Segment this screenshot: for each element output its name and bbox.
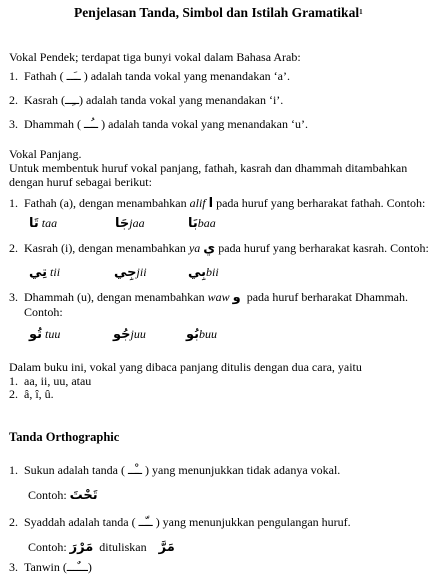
dhammah-mark: ــُــ: [84, 117, 99, 131]
item-number: 2.: [9, 241, 18, 255]
example-jaa: [115, 216, 145, 231]
vowel-name: Kasrah: [24, 93, 58, 107]
arabic-example: بُو: [186, 327, 200, 342]
transliteration: bii: [206, 265, 219, 279]
item-text-pre: Syaddah adalah tanda (: [24, 515, 136, 529]
item-text-pre: Sukun adalah tanda (: [24, 463, 125, 477]
letter-name: waw: [207, 290, 230, 304]
buku-item-1: [9, 374, 91, 388]
vokal-panjang-item-1: [9, 196, 425, 211]
vokal-pendek-item-1: 1. Fathah ( ــَــ ) adalah tanda vokal yang menandakan ‘a’.: [9, 69, 290, 83]
item-text-pre: Kasrah (i), dengan menambahkan: [24, 241, 186, 255]
item-number: 3.: [9, 560, 18, 574]
letter-name: ya: [188, 241, 201, 255]
item-text-pre: Fathah (a), dengan menambahkan: [24, 196, 187, 210]
item-number: 2.: [9, 93, 18, 107]
arabic-example: تَا: [29, 216, 39, 231]
example-tii: [29, 265, 60, 280]
buku-intro: Dalam buku ini, vokal yang dibaca panjang ditulis dengan dua cara, yaitu: [9, 360, 362, 374]
example-baa: [188, 216, 216, 231]
arabic-example: بَا: [188, 216, 198, 231]
footnote-marker: 1: [359, 8, 363, 16]
vowel-name: Dhammah: [24, 117, 74, 131]
vowel-name: Fathah: [24, 69, 57, 83]
alif-letter: ا: [208, 196, 214, 211]
tanwin-item: [9, 560, 92, 574]
arabic-example: مَرْرَ: [69, 540, 94, 555]
item-number: 1.: [9, 69, 18, 83]
transliteration: jii: [136, 265, 147, 279]
vokal-panjang-item-2: [9, 241, 429, 256]
sukun-item: [9, 463, 340, 477]
item-text: adalah tanda vokal yang menandakan ‘a’.: [90, 69, 290, 83]
tanda-orthographic-heading: Tanda Orthographic: [9, 430, 120, 444]
sukun-contoh: [28, 488, 98, 503]
example-buu: [186, 327, 217, 342]
item-text: adalah tanda vokal yang menandakan ‘u’.: [108, 117, 308, 131]
sukun-mark: ــْــ: [127, 463, 143, 477]
syaddah-contoh: [28, 540, 175, 555]
transliteration: tii: [50, 265, 61, 279]
vokal-panjang-intro-2: dengan huruf sebagai berikut:: [9, 175, 152, 189]
example-jii: [114, 265, 147, 280]
vokal-pendek-item-2: 2. Kasrah (ــِــ) adalah tanda vokal yang menandakan ‘i’.: [9, 93, 284, 107]
item-number: 3.: [9, 117, 18, 131]
item-number: 2.: [9, 387, 18, 401]
item-number: 1.: [9, 463, 18, 477]
item-text-post: pada huruf yang berharakat kasrah. Contoh:: [218, 241, 429, 255]
example-bii: [188, 265, 219, 280]
item-text-post: ) yang menunjukkan pengulangan huruf.: [155, 515, 351, 529]
title-text: Penjelasan Tanda, Simbol dan Istilah Gramatikal: [74, 5, 360, 20]
transliteration: baa: [197, 216, 216, 230]
transliteration: jaa: [129, 216, 145, 230]
item-text: adalah tanda vokal yang menandakan ‘i’.: [86, 93, 284, 107]
syaddah-item: [9, 515, 351, 529]
ya-letter: ي: [203, 241, 216, 256]
item-text-pre: Tanwin (: [24, 560, 67, 574]
item-text: â, î, û.: [24, 387, 54, 401]
example-taa: [29, 216, 57, 231]
dituliskan-label: dituliskan: [99, 540, 147, 554]
kasrah-mark: ــِــ: [64, 93, 80, 107]
arabic-example: تَحْتَ: [69, 488, 98, 503]
arabic-example: جُو: [113, 327, 131, 342]
tanwin-mark: ـــٌـــ: [66, 560, 88, 574]
transliteration: buu: [199, 327, 218, 341]
item-number: 1.: [9, 374, 18, 388]
arabic-example-result: مَرَّ: [158, 540, 175, 555]
vokal-panjang-heading: Vokal Panjang.: [9, 147, 82, 161]
item-text: aa, ii, uu, atau: [24, 374, 92, 388]
arabic-example: جَا: [115, 216, 130, 231]
item-text-post: pada huruf berharakat Dhammah.: [246, 290, 408, 304]
item-text-post: pada huruf yang berharakat fathah. Contoh:: [216, 196, 426, 210]
arabic-example: تُو: [29, 327, 43, 342]
arabic-example: بِي: [188, 265, 207, 280]
syaddah-mark: ــّــ: [138, 515, 153, 529]
vokal-panjang-intro-1: Untuk membentuk huruf vokal panjang, fathah, kasrah dan dhammah ditambahkan: [9, 161, 408, 175]
item-text-post: ) yang menunjukkan tidak adanya vokal.: [145, 463, 341, 477]
item-number: 2.: [9, 515, 18, 529]
letter-name: alif: [189, 196, 206, 210]
contoh-label: Contoh:: [28, 540, 67, 554]
page-title: [74, 6, 363, 20]
contoh-label: Contoh:: [28, 488, 67, 502]
item-text-pre: Dhammah (u), dengan menambahkan: [24, 290, 205, 304]
waw-letter: و: [232, 290, 241, 305]
vokal-pendek-heading: Vokal Pendek; terdapat tiga bunyi vokal dalam Bahasa Arab:: [9, 50, 301, 64]
example-tuu: [29, 327, 60, 342]
vokal-pendek-item-3: 3. Dhammah ( ــُــ ) adalah tanda vokal yang menandakan ‘u’.: [9, 117, 308, 131]
transliteration: tuu: [45, 327, 61, 341]
item-text-post: ): [87, 560, 92, 574]
example-juu: [113, 327, 146, 342]
arabic-example: جِي: [114, 265, 137, 280]
buku-item-2: [9, 387, 54, 401]
transliteration: taa: [41, 216, 58, 230]
transliteration: juu: [130, 327, 146, 341]
fathah-mark: ــَــ: [66, 69, 81, 83]
item-3-contoh: Contoh:: [24, 305, 63, 319]
item-number: 3.: [9, 290, 18, 304]
vokal-panjang-item-3: [9, 290, 408, 305]
item-number: 1.: [9, 196, 18, 210]
arabic-example: تِي: [29, 265, 48, 280]
